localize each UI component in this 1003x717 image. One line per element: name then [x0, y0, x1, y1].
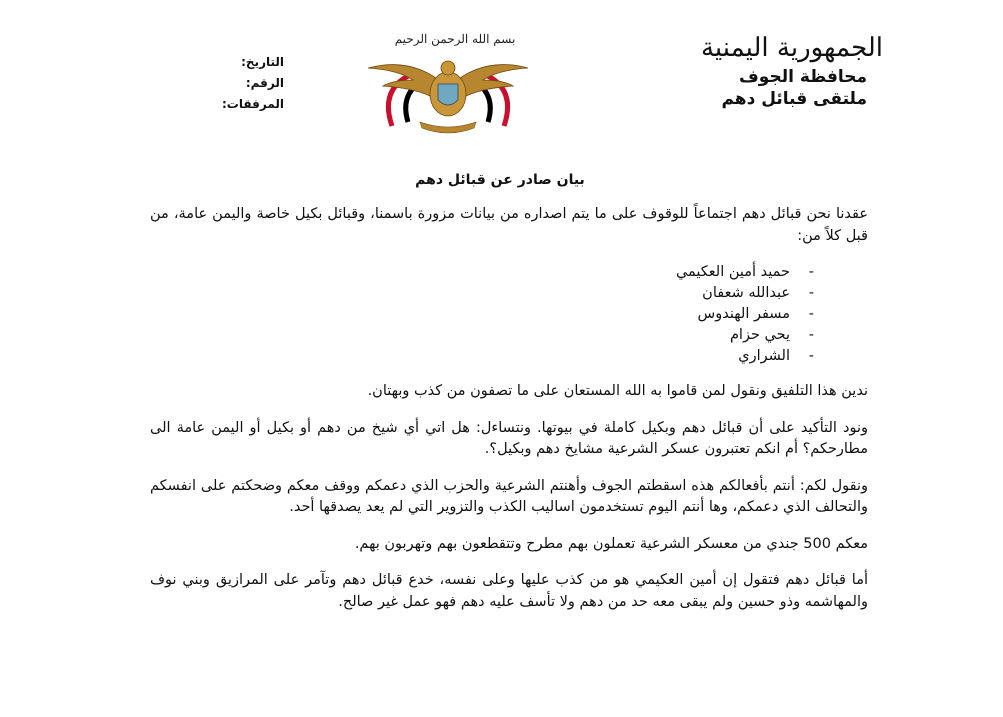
list-item [150, 262, 814, 283]
number-label: الرقم: [245, 76, 284, 90]
intro-paragraph: عقدنا نحن قبائل دهم اجتماعاً للوقوف على ما يتم اصداره من بيانات مزورة باسمنا، وقبائل بكيل خاصة واليمن عامة، من قبل كلاً من: [150, 206, 868, 244]
list-dash: - [808, 306, 814, 322]
paragraph-address: ونقول لكم: أنتم بأفعالكم هذه اسقطتم الجوف وأهنتم الشرعية والحزب الذي دعمكم ووقف معكم وضحكتم على انفسكم والتحالف الذي دعمكم، وها أنتم اليوم تستخدمون اساليب الكذب والتزوير التي لم يعد يصدقها أحد. [150, 477, 868, 515]
reference-fields [150, 52, 284, 115]
statement-body [150, 204, 868, 628]
attachments-label: المرفقات: [222, 97, 284, 111]
list-item [150, 325, 814, 346]
country-name: الجمهورية اليمنية [700, 33, 883, 63]
paragraph-conclusion: أما قبائل دهم فتقول إن أمين العكيمي هو من كذب عليها وعلى نفسه، خدع قبائل دهم وتآمر على المرازيق وبني نوف والمهاشمه وذو حسين ولم يبقى معه حد من دهم ولا تأسف عليه دهم فهو عمل غير صالح. [150, 572, 868, 610]
scroll [420, 122, 476, 133]
list-dash: - [808, 348, 814, 364]
eagle-emblem [358, 46, 538, 136]
paragraph-affirm: ونود التأكيد على أن قبائل دهم وبكيل كاملة في بيوتها. ونتساءل: هل اتي أي شيخ من دهم أو بكيل أو اليمن عامة الى مطارحكم؟ أم انكم تعتبرون عسكر الشرعية مشايخ دهم وبكيل؟. [150, 419, 868, 457]
list-dash: - [808, 285, 814, 301]
forum-name: ملتقى قبائل دهم [721, 89, 867, 109]
name-text: يحي حزام [729, 327, 790, 343]
name-text: حميد أمين العكيمي [675, 264, 790, 280]
name-text: الشراري [738, 348, 790, 364]
governorate-name: محافظة الجوف [739, 67, 867, 87]
statement-title: بيان صادر عن قبائل دهم [415, 172, 585, 188]
name-text: عبدالله شعفان [702, 285, 790, 301]
shield [438, 84, 458, 105]
list-dash: - [808, 264, 814, 280]
name-text: مسفر الهندوس [697, 306, 790, 322]
basmala: بسم الله الرحمن الرحيم [394, 32, 516, 46]
list-item [150, 304, 814, 325]
list-item [150, 346, 814, 367]
date-label: التاريخ: [241, 55, 284, 69]
eagle-head [441, 61, 455, 75]
list-item [150, 283, 814, 304]
letterhead [701, 30, 885, 110]
paragraph-condemn: ندين هذا التلفيق ونقول لمن قاموا به الله المستعان على ما تصفون من كذب وبهتان. [367, 383, 868, 399]
list-dash: - [808, 327, 814, 343]
paragraph-soldiers: معكم 500 جندي من معسكر الشرعية تعملون بهم مطرح وتتقطعون بهم وتهربون بهم. [354, 535, 868, 552]
names-list [150, 262, 868, 367]
